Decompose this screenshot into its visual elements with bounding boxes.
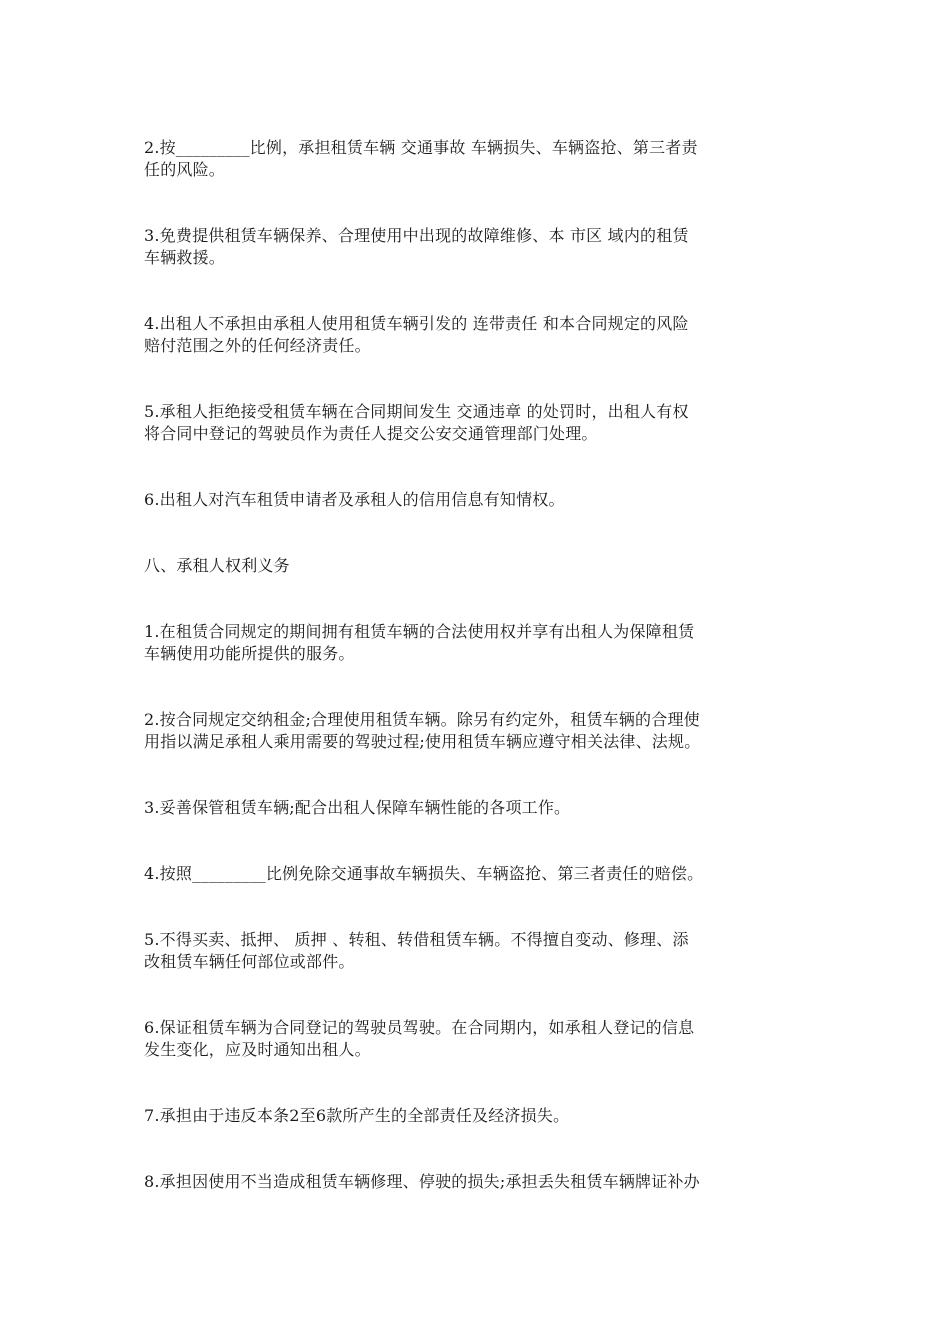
text-line: 2.按_________比例，承担租赁车辆 交通事故 车辆损失、车辆盗抢、第三者责 xyxy=(144,138,698,157)
section-heading: 八、承租人权利义务 xyxy=(144,556,290,575)
text-line: 2.按合同规定交纳租金;合理使用租赁车辆。除另有约定外，租赁车辆的合理使 xyxy=(144,710,700,729)
text-line: 5.不得买卖、抵押、 质押 、转租、转借租赁车辆。不得擅自变动、修理、添 xyxy=(144,930,689,949)
text-line: 1.在租赁合同规定的期间拥有租赁车辆的合法使用权并享有出租人为保障租赁 xyxy=(144,622,695,641)
text-line: 4.按照_________比例免除交通事故车辆损失、车辆盗抢、第三者责任的赔偿。 xyxy=(144,864,704,883)
paragraph-lessor-3 xyxy=(144,225,808,269)
text-line: 改租赁车辆任何部位或部件。 xyxy=(144,952,355,971)
text-line: 5.承租人拒绝接受租赁车辆在合同期间发生 交通违章 的处罚时，出租人有权 xyxy=(144,402,689,421)
text-line: 3.妥善保管租赁车辆;配合出租人保障车辆性能的各项工作。 xyxy=(144,798,571,817)
section-heading-lessee-rights xyxy=(144,555,808,577)
text-line: 任的风险。 xyxy=(144,160,226,179)
text-line: 车辆救援。 xyxy=(144,248,226,267)
text-line: 4.出租人不承担由承租人使用租赁车辆引发的 连带责任 和本合同规定的风险 xyxy=(144,314,689,333)
text-line: 发生变化，应及时通知出租人。 xyxy=(144,1040,371,1059)
text-line: 赔付范围之外的任何经济责任。 xyxy=(144,336,371,355)
paragraph-lessee-6 xyxy=(144,1017,808,1061)
text-line: 将合同中登记的驾驶员作为责任人提交公安交通管理部门处理。 xyxy=(144,424,598,443)
text-line: 6.出租人对汽车租赁申请者及承租人的信用信息有知情权。 xyxy=(144,490,565,509)
text-line: 7.承担由于违反本条2至6款所产生的全部责任及经济损失。 xyxy=(144,1106,570,1125)
paragraph-lessee-7 xyxy=(144,1105,808,1127)
text-line: 用指以满足承租人乘用需要的驾驶过程;使用租赁车辆应遵守相关法律、法规。 xyxy=(144,732,701,751)
paragraph-lessee-4 xyxy=(144,863,808,885)
paragraph-lessee-1 xyxy=(144,621,808,665)
paragraph-lessor-2 xyxy=(144,137,808,181)
paragraph-lessor-5 xyxy=(144,401,808,445)
text-line: 6.保证租赁车辆为合同登记的驾驶员驾驶。在合同期内，如承租人登记的信息 xyxy=(144,1018,695,1037)
paragraph-lessee-5 xyxy=(144,929,808,973)
paragraph-lessee-3 xyxy=(144,797,808,819)
paragraph-lessor-4 xyxy=(144,313,808,357)
text-line: 3.免费提供租赁车辆保养、合理使用中出现的故障维修、本 市区 域内的租赁 xyxy=(144,226,689,245)
paragraph-lessor-6 xyxy=(144,489,808,511)
text-line: 8.承担因使用不当造成租赁车辆修理、停驶的损失;承担丢失租赁车辆牌证补办 xyxy=(144,1172,700,1191)
paragraph-lessee-8 xyxy=(144,1171,808,1193)
text-line: 车辆使用功能所提供的服务。 xyxy=(144,644,355,663)
document-body xyxy=(144,137,808,1193)
paragraph-lessee-2 xyxy=(144,709,808,753)
